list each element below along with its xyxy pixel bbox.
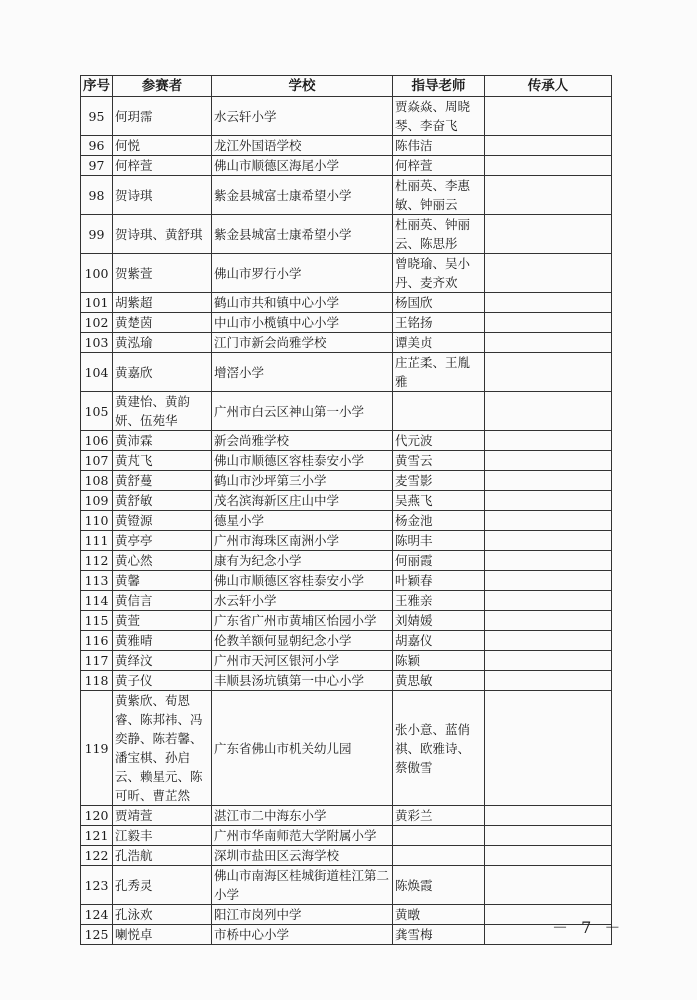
- table-row: [81, 806, 612, 826]
- table-row: [81, 866, 612, 905]
- cell-serial: 111: [81, 531, 113, 551]
- cell-school: 广州市白云区神山第一小学: [212, 392, 393, 431]
- cell-inheritor: [485, 136, 612, 156]
- cell-participant: 黄子仪: [113, 671, 212, 691]
- cell-school: 丰顺县汤坑镇第一中心小学: [212, 671, 393, 691]
- cell-teacher: 刘婧媛: [393, 611, 485, 631]
- cell-serial: 95: [81, 97, 113, 136]
- cell-participant: 黄镫源: [113, 511, 212, 531]
- cell-participant: 黄萱: [113, 611, 212, 631]
- cell-inheritor: [485, 651, 612, 671]
- cell-school: 茂名滨海新区庄山中学: [212, 491, 393, 511]
- cell-serial: 110: [81, 511, 113, 531]
- cell-serial: 117: [81, 651, 113, 671]
- cell-participant: 江毅丰: [113, 826, 212, 846]
- cell-school: 鹤山市沙坪第三小学: [212, 471, 393, 491]
- cell-participant: 贺诗琪、黄舒琪: [113, 215, 212, 254]
- cell-participant: 黄建怡、黄韵妍、伍苑华: [113, 392, 212, 431]
- cell-teacher: 王铭扬: [393, 313, 485, 333]
- table-row: [81, 215, 612, 254]
- cell-serial: 122: [81, 846, 113, 866]
- table-row: [81, 491, 612, 511]
- participant-table: [80, 75, 612, 945]
- cell-teacher: 杜丽英、钟丽云、陈思彤: [393, 215, 485, 254]
- header-school: 学校: [212, 76, 393, 97]
- cell-serial: 102: [81, 313, 113, 333]
- cell-school: 新会尚雅学校: [212, 431, 393, 451]
- cell-school: 佛山市顺德区海尾小学: [212, 156, 393, 176]
- cell-teacher: 黄暾: [393, 905, 485, 925]
- cell-inheritor: [485, 826, 612, 846]
- table-row: [81, 691, 612, 806]
- cell-school: 紫金县城富士康希望小学: [212, 215, 393, 254]
- cell-inheritor: [485, 431, 612, 451]
- cell-participant: 贾靖萱: [113, 806, 212, 826]
- cell-serial: 115: [81, 611, 113, 631]
- cell-serial: 106: [81, 431, 113, 451]
- cell-teacher: 贾焱焱、周晓琴、李奋飞: [393, 97, 485, 136]
- cell-participant: 黄泓瑜: [113, 333, 212, 353]
- table-row: [81, 611, 612, 631]
- cell-school: 广州市天河区银河小学: [212, 651, 393, 671]
- cell-participant: 孔浩航: [113, 846, 212, 866]
- cell-teacher: 代元波: [393, 431, 485, 451]
- cell-school: 广州市海珠区南洲小学: [212, 531, 393, 551]
- table-row: [81, 392, 612, 431]
- cell-teacher: 黄彩兰: [393, 806, 485, 826]
- cell-teacher: 谭美贞: [393, 333, 485, 353]
- cell-school: 广州市华南师范大学附属小学: [212, 826, 393, 846]
- cell-serial: 114: [81, 591, 113, 611]
- page-number: － 7 －: [552, 918, 625, 937]
- cell-school: 阳江市岗列中学: [212, 905, 393, 925]
- cell-school: 市桥中心小学: [212, 925, 393, 945]
- cell-serial: 107: [81, 451, 113, 471]
- cell-teacher: 胡嘉仪: [393, 631, 485, 651]
- cell-school: 伦教羊额何显朝纪念小学: [212, 631, 393, 651]
- cell-inheritor: [485, 611, 612, 631]
- table-row: [81, 511, 612, 531]
- cell-school: 紫金县城富士康希望小学: [212, 176, 393, 215]
- cell-participant: 喇悦卓: [113, 925, 212, 945]
- table-row: [81, 671, 612, 691]
- cell-serial: 116: [81, 631, 113, 651]
- cell-inheritor: [485, 671, 612, 691]
- table-row: [81, 293, 612, 313]
- cell-teacher: 陈焕霞: [393, 866, 485, 905]
- cell-inheritor: [485, 353, 612, 392]
- cell-inheritor: [485, 631, 612, 651]
- cell-participant: 黄雅晴: [113, 631, 212, 651]
- cell-school: 深圳市盐田区云海学校: [212, 846, 393, 866]
- cell-participant: 黄嘉欣: [113, 353, 212, 392]
- table-row: [81, 176, 612, 215]
- cell-school: 江门市新会尚雅学校: [212, 333, 393, 353]
- cell-participant: 黄芃飞: [113, 451, 212, 471]
- cell-teacher: 陈伟洁: [393, 136, 485, 156]
- table-row: [81, 353, 612, 392]
- cell-serial: 103: [81, 333, 113, 353]
- cell-participant: 黄馨: [113, 571, 212, 591]
- cell-teacher: 杨金池: [393, 511, 485, 531]
- header-inheritor: 传承人: [485, 76, 612, 97]
- cell-teacher: [393, 846, 485, 866]
- cell-school: 康有为纪念小学: [212, 551, 393, 571]
- cell-participant: 孔秀灵: [113, 866, 212, 905]
- cell-school: 鹤山市共和镇中心小学: [212, 293, 393, 313]
- cell-inheritor: [485, 551, 612, 571]
- cell-participant: 孔泳欢: [113, 905, 212, 925]
- cell-participant: 黄心然: [113, 551, 212, 571]
- cell-serial: 121: [81, 826, 113, 846]
- cell-school: 佛山市南海区桂城街道桂江第二小学: [212, 866, 393, 905]
- cell-teacher: 杨国欣: [393, 293, 485, 313]
- cell-inheritor: [485, 215, 612, 254]
- cell-inheritor: [485, 156, 612, 176]
- cell-inheritor: [485, 313, 612, 333]
- cell-school: 水云轩小学: [212, 591, 393, 611]
- cell-serial: 118: [81, 671, 113, 691]
- table-row: [81, 651, 612, 671]
- cell-serial: 112: [81, 551, 113, 571]
- cell-inheritor: [485, 471, 612, 491]
- cell-serial: 108: [81, 471, 113, 491]
- table-row: [81, 631, 612, 651]
- cell-teacher: [393, 392, 485, 431]
- table-row: [81, 846, 612, 866]
- table-row: [81, 136, 612, 156]
- cell-school: 水云轩小学: [212, 97, 393, 136]
- table-row: [81, 156, 612, 176]
- table-row: [81, 531, 612, 551]
- cell-school: 中山市小榄镇中心小学: [212, 313, 393, 333]
- cell-teacher: 麦雪影: [393, 471, 485, 491]
- cell-school: 湛江市二中海东小学: [212, 806, 393, 826]
- table-row: [81, 925, 612, 945]
- cell-inheritor: [485, 491, 612, 511]
- cell-teacher: 王雅亲: [393, 591, 485, 611]
- table-header-row: [81, 76, 612, 97]
- header-serial: 序号: [81, 76, 113, 97]
- cell-teacher: [393, 826, 485, 846]
- cell-inheritor: [485, 97, 612, 136]
- cell-participant: 黄绎汶: [113, 651, 212, 671]
- cell-teacher: 何梓萱: [393, 156, 485, 176]
- cell-teacher: 曾晓瑜、吴小丹、麦齐欢: [393, 254, 485, 293]
- cell-inheritor: [485, 511, 612, 531]
- cell-teacher: 陈颖: [393, 651, 485, 671]
- header-teacher: 指导老师: [393, 76, 485, 97]
- cell-teacher: 陈明丰: [393, 531, 485, 551]
- cell-school: 广东省佛山市机关幼儿园: [212, 691, 393, 806]
- cell-teacher: 黄雪云: [393, 451, 485, 471]
- cell-serial: 113: [81, 571, 113, 591]
- cell-school: 德星小学: [212, 511, 393, 531]
- cell-inheritor: [485, 254, 612, 293]
- cell-participant: 黄舒蔓: [113, 471, 212, 491]
- cell-school: 佛山市罗行小学: [212, 254, 393, 293]
- cell-serial: 105: [81, 392, 113, 431]
- cell-inheritor: [485, 691, 612, 806]
- cell-serial: 119: [81, 691, 113, 806]
- cell-inheritor: [485, 591, 612, 611]
- cell-serial: 98: [81, 176, 113, 215]
- cell-serial: 104: [81, 353, 113, 392]
- cell-serial: 123: [81, 866, 113, 905]
- table-row: [81, 591, 612, 611]
- cell-teacher: 杜丽英、李惠敏、钟丽云: [393, 176, 485, 215]
- cell-inheritor: [485, 333, 612, 353]
- cell-participant: 黄紫欣、荀恩睿、陈邦祎、冯奕静、陈若馨、潘宝棋、孙启云、赖星元、陈可昕、曹芷然: [113, 691, 212, 806]
- cell-inheritor: [485, 806, 612, 826]
- cell-school: 增滘小学: [212, 353, 393, 392]
- cell-inheritor: [485, 392, 612, 431]
- cell-participant: 黄舒敏: [113, 491, 212, 511]
- cell-serial: 100: [81, 254, 113, 293]
- cell-serial: 96: [81, 136, 113, 156]
- cell-serial: 125: [81, 925, 113, 945]
- cell-teacher: 龚雪梅: [393, 925, 485, 945]
- cell-serial: 101: [81, 293, 113, 313]
- cell-participant: 黄沛霖: [113, 431, 212, 451]
- cell-serial: 120: [81, 806, 113, 826]
- cell-school: 广东省广州市黄埔区怡园小学: [212, 611, 393, 631]
- cell-school: 佛山市顺德区容桂泰安小学: [212, 571, 393, 591]
- cell-participant: 贺紫萱: [113, 254, 212, 293]
- cell-participant: 何玥霈: [113, 97, 212, 136]
- table-body: [81, 97, 612, 945]
- table-row: [81, 905, 612, 925]
- cell-inheritor: [485, 531, 612, 551]
- cell-teacher: 吴燕飞: [393, 491, 485, 511]
- cell-participant: 何梓萱: [113, 156, 212, 176]
- table-row: [81, 254, 612, 293]
- cell-serial: 99: [81, 215, 113, 254]
- cell-participant: 贺诗琪: [113, 176, 212, 215]
- cell-participant: 何悦: [113, 136, 212, 156]
- cell-teacher: 庄芷柔、王胤雅: [393, 353, 485, 392]
- cell-teacher: 叶颖春: [393, 571, 485, 591]
- cell-serial: 109: [81, 491, 113, 511]
- cell-teacher: 黄思敏: [393, 671, 485, 691]
- cell-serial: 97: [81, 156, 113, 176]
- cell-participant: 黄亭亭: [113, 531, 212, 551]
- table-row: [81, 333, 612, 353]
- cell-teacher: 何丽霞: [393, 551, 485, 571]
- cell-inheritor: [485, 176, 612, 215]
- table-row: [81, 551, 612, 571]
- cell-participant: 黄楚茵: [113, 313, 212, 333]
- table-row: [81, 313, 612, 333]
- cell-inheritor: [485, 451, 612, 471]
- table-row: [81, 431, 612, 451]
- cell-inheritor: [485, 293, 612, 313]
- header-participant: 参赛者: [113, 76, 212, 97]
- table-row: [81, 471, 612, 491]
- table-row: [81, 451, 612, 471]
- cell-inheritor: [485, 571, 612, 591]
- table-row: [81, 97, 612, 136]
- cell-inheritor: [485, 866, 612, 905]
- table-row: [81, 826, 612, 846]
- cell-serial: 124: [81, 905, 113, 925]
- cell-participant: 黄信言: [113, 591, 212, 611]
- cell-inheritor: [485, 846, 612, 866]
- cell-school: 佛山市顺德区容桂泰安小学: [212, 451, 393, 471]
- cell-teacher: 张小意、蓝俏祺、欧雅诗、蔡傲雪: [393, 691, 485, 806]
- cell-school: 龙江外国语学校: [212, 136, 393, 156]
- cell-participant: 胡紫超: [113, 293, 212, 313]
- table-row: [81, 571, 612, 591]
